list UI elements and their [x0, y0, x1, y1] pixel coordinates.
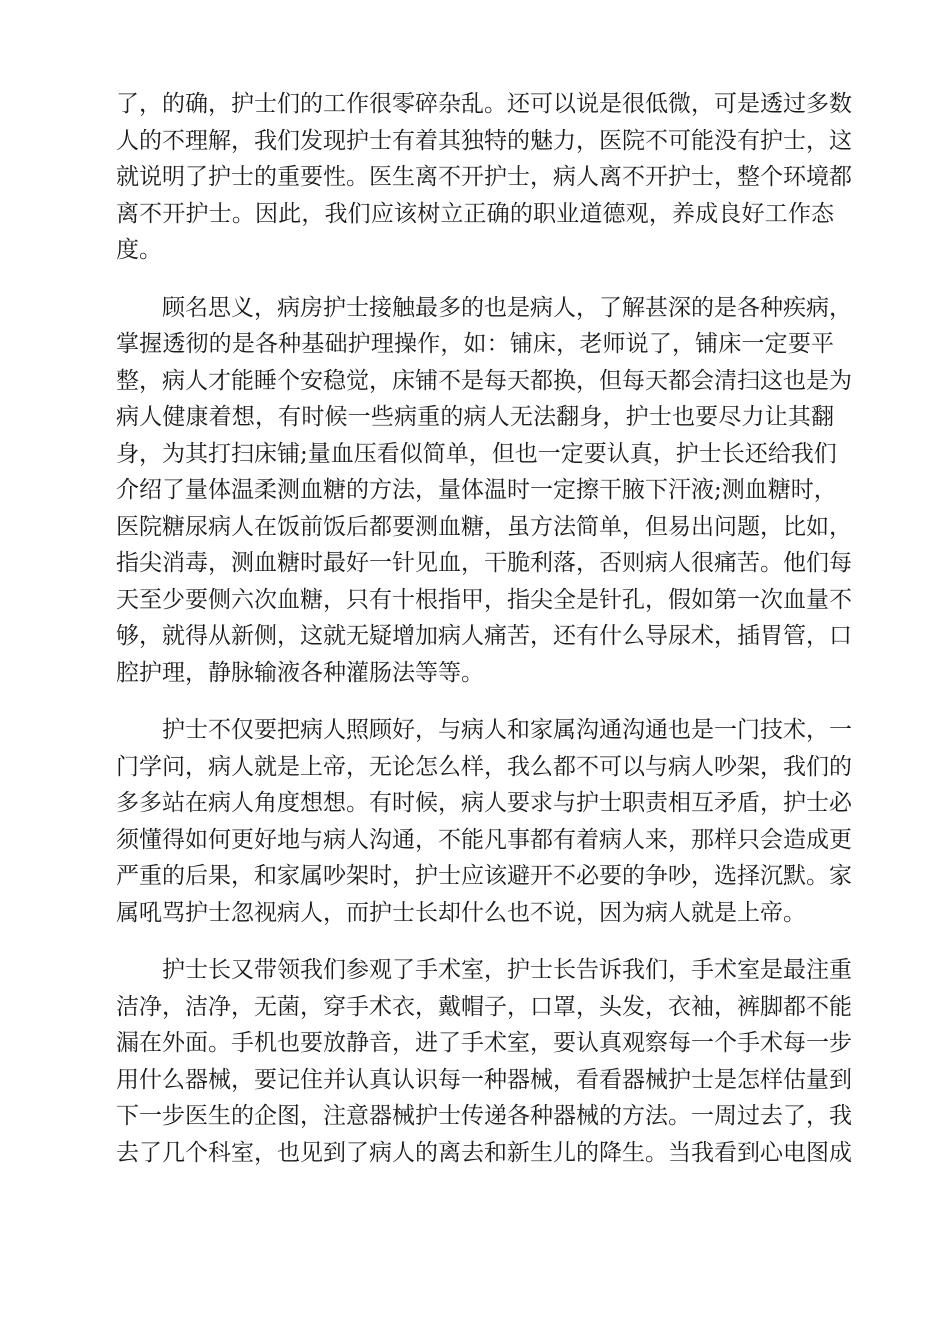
text-line: 病人健康着想，有时候一些病重的病人无法翻身，护士也要尽力让其翻 — [116, 404, 834, 430]
text-line: 洁净，洁净，无菌，穿手术衣，戴帽子，口罩，头发，衣袖，裤脚都不能 — [116, 993, 852, 1020]
document-body — [116, 86, 852, 1192]
text-line: 天至少要侧六次血糖，只有十根指甲，指尖全是针孔，假如第一次血量不 — [116, 586, 852, 613]
text-line: 下一步医生的企图，注意器械护士传递各种器械的方法。一周过去了，我 — [116, 1103, 852, 1129]
paragraph-1 — [116, 86, 852, 269]
text-line: 介绍了量体温柔测血糖的方法，量体温时一定擦干腋下汗液;测血糖时， — [116, 477, 837, 503]
text-line: 多多站在病人角度想想。有时候，病人要求与护士职责相互矛盾，护士必 — [116, 790, 852, 816]
text-line: 顾名思义，病房护士接触最多的也是病人，了解甚深的是各种疾病， — [116, 294, 852, 321]
paragraph-3 — [116, 712, 852, 931]
text-line: 腔护理，静脉输液各种灌肠法等等。 — [116, 659, 484, 686]
text-line: 够，就得从新侧，这就无疑增加病人痛苦，还有什么导尿术，插胃管，口 — [116, 623, 852, 649]
text-line: 身，为其打扫床铺;量血压看似简单，但也一定要认真，护士长还给我们 — [116, 440, 837, 467]
text-line: 须懂得如何更好地与病人沟通，不能凡事都有着病人来，那样只会造成更 — [116, 826, 852, 853]
text-line: 人的不理解，我们发现护士有着其独特的魅力，医院不可能没有护士，这 — [116, 127, 852, 154]
text-line: 就说明了护士的重要性。医生离不开护士，病人离不开护士，整个环境都 — [116, 164, 852, 190]
text-line: 门学问，病人就是上帝，无论怎么样，我么都不可以与病人吵架，我们的 — [116, 753, 852, 780]
text-line: 严重的后果，和家属吵架时，护士应该避开不必要的争吵，选择沉默。家 — [116, 863, 852, 889]
text-line: 整，病人才能睡个安稳觉，床铺不是每天都换，但每天都会清扫这也是为 — [116, 367, 852, 394]
text-line: 属吼骂护士忽视病人，而护士长却什么也不说，因为病人就是上帝。 — [116, 899, 806, 926]
text-line: 了，的确，护士们的工作很零碎杂乱。还可以说是很低微，可是透过多数 — [116, 91, 852, 117]
text-line: 离不开护士。因此，我们应该树立正确的职业道德观，养成良好工作态 — [116, 200, 834, 227]
text-line: 指尖消毒，测血糖时最好一针见血，干脆利落，否则病人很痛苦。他们每 — [116, 550, 852, 576]
text-line: 掌握透彻的是各种基础护理操作，如：铺床，老师说了，铺床一定要平 — [116, 331, 834, 357]
paragraph-4 — [116, 952, 852, 1171]
text-line: 护士长又带领我们参观了手术室，护士长告诉我们，手术室是最注重 — [116, 957, 852, 983]
text-line: 漏在外面。手机也要放静音，进了手术室，要认真观察每一个手术每一步 — [116, 1030, 852, 1056]
text-line: 医院糖尿病人在饭前饭后都要测血糖，虽方法简单，但易出问题，比如， — [116, 513, 852, 540]
text-line: 去了几个科室，也见到了病人的离去和新生儿的降生。当我看到心电图成 — [116, 1139, 852, 1166]
text-line: 护士不仅要把病人照顾好，与病人和家属沟通沟通也是一门技术，一 — [116, 717, 852, 743]
text-line: 度。 — [116, 237, 162, 263]
paragraph-2 — [116, 290, 852, 692]
text-line: 用什么器械，要记住并认真认识每一种器械，看看器械护士是怎样估量到 — [116, 1066, 852, 1093]
